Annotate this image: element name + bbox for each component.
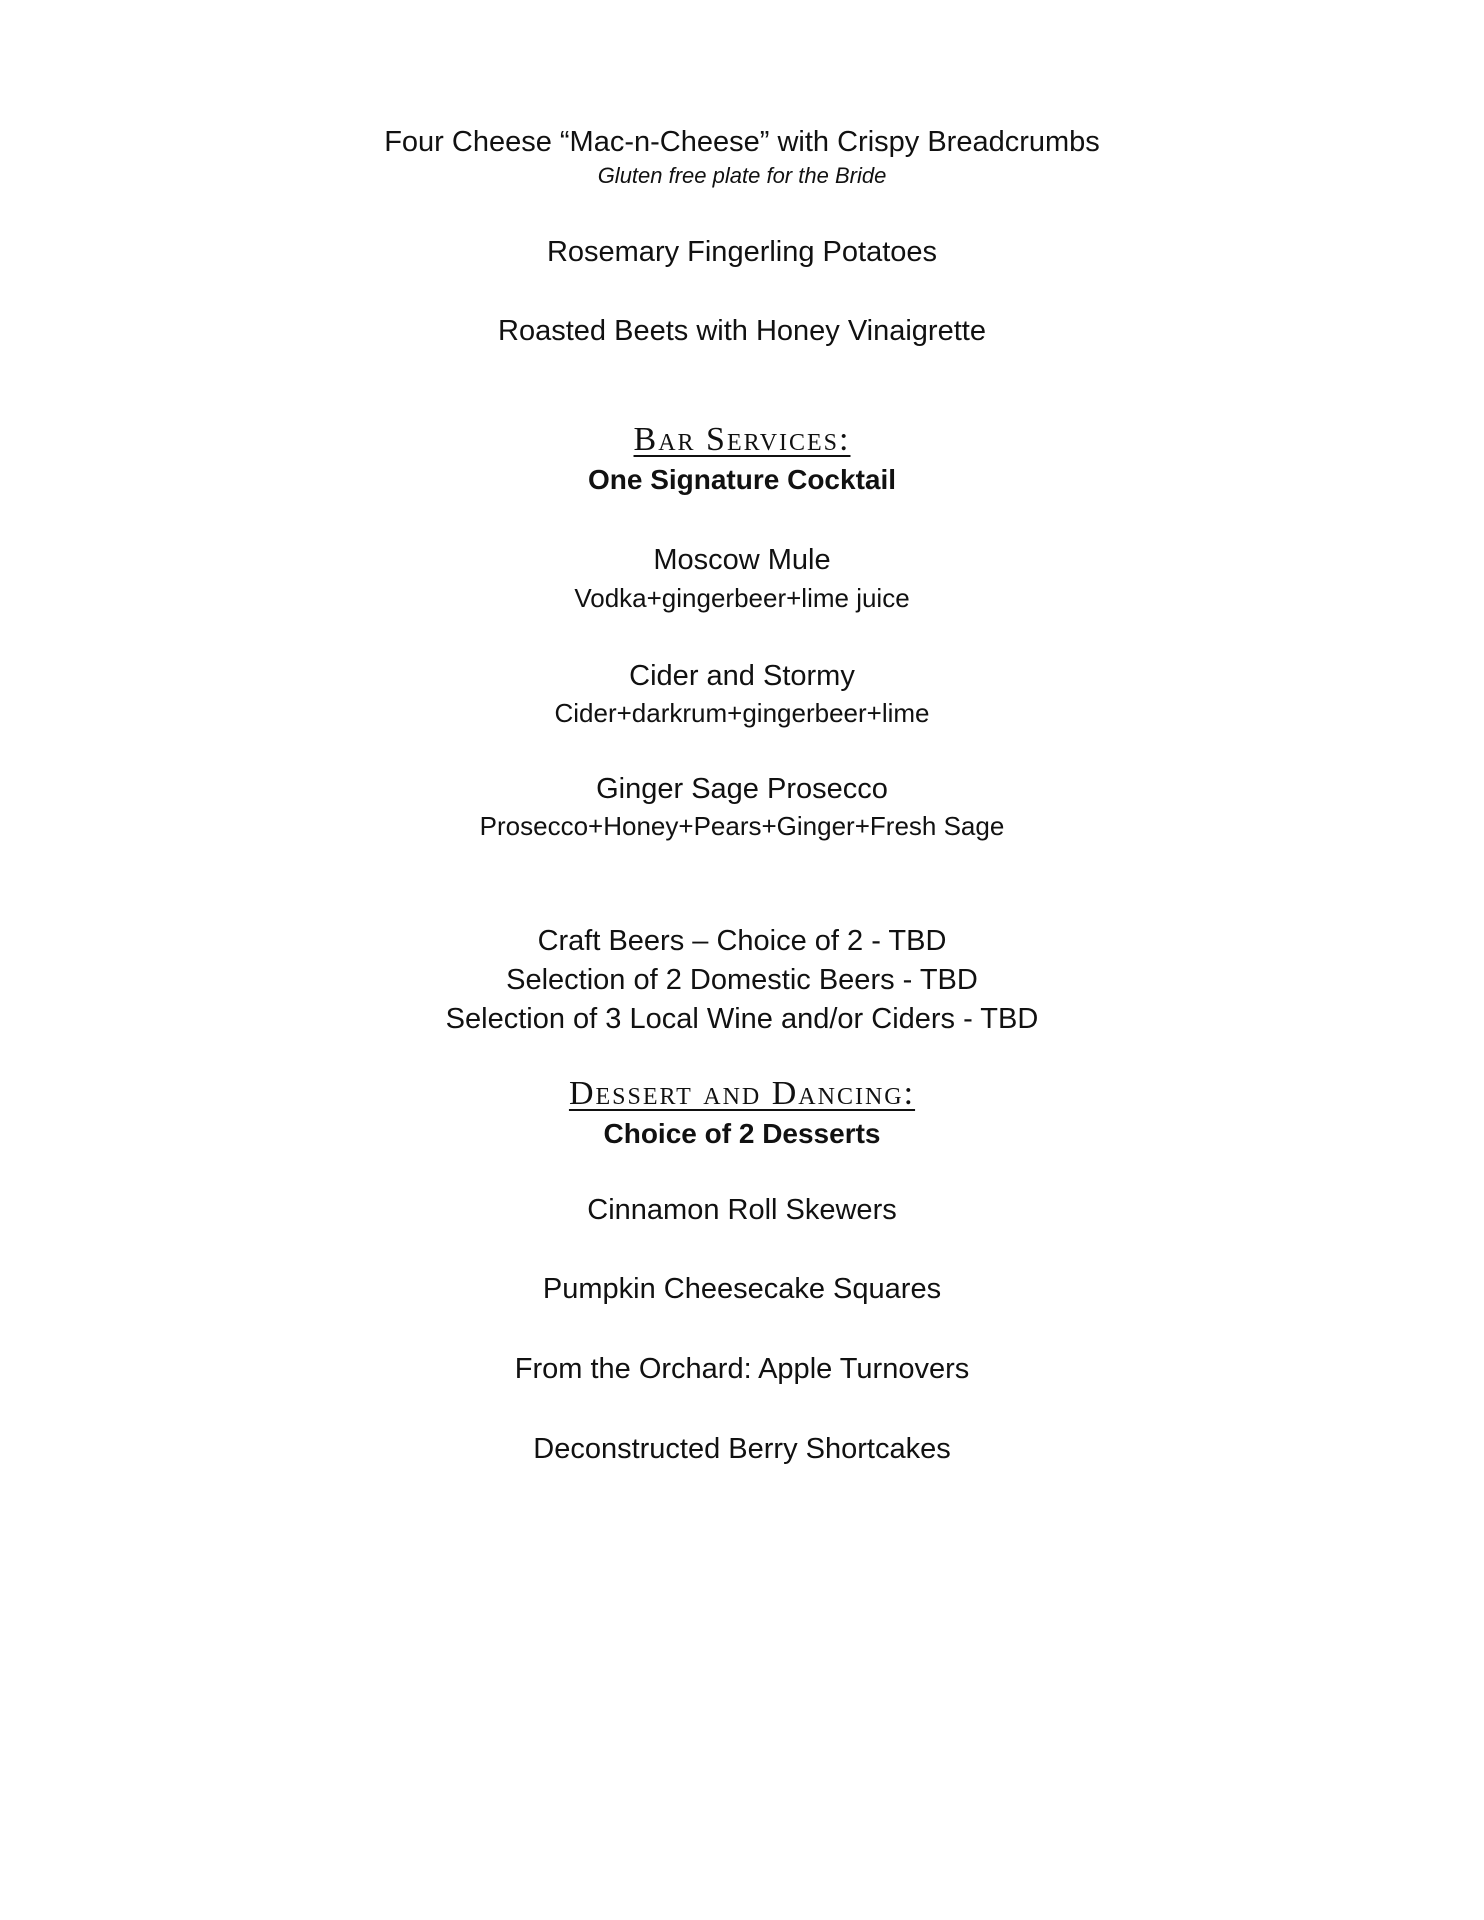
dessert-heading: Dessert and Dancing: [568,1075,916,1112]
beverage-item: Selection of 2 Domestic Beers - TBD [506,964,978,996]
dessert-item: Pumpkin Cheesecake Squares [542,1273,942,1305]
cocktail-ingredients: Cider+darkrum+gingerbeer+lime [554,698,930,728]
dessert-item: Cinnamon Roll Skewers [587,1194,897,1226]
cocktail-name: Cider and Stormy [629,660,855,692]
bar-services-subheading: One Signature Cocktail [587,464,897,495]
beverage-item: Craft Beers – Choice of 2 - TBD [537,925,947,957]
cocktail-name: Moscow Mule [653,544,831,576]
dessert-item: From the Orchard: Apple Turnovers [514,1353,970,1385]
side-item-note: Gluten free plate for the Bride [597,163,887,188]
side-item-potatoes: Rosemary Fingerling Potatoes [546,236,938,268]
dessert-item: Deconstructed Berry Shortcakes [533,1433,951,1465]
bar-services-heading: Bar Services: [633,421,851,458]
cocktail-name: Ginger Sage Prosecco [596,773,888,805]
cocktail-ingredients: Prosecco+Honey+Pears+Ginger+Fresh Sage [479,811,1005,841]
dessert-subheading: Choice of 2 Desserts [603,1118,881,1149]
side-item-mac-n-cheese: Four Cheese “Mac-n-Cheese” with Crispy Breadcrumbs [384,126,1100,158]
beverage-item: Selection of 3 Local Wine and/or Ciders - TBD [445,1003,1039,1035]
side-item-beets: Roasted Beets with Honey Vinaigrette [498,315,986,347]
cocktail-ingredients: Vodka+gingerbeer+lime juice [574,583,910,613]
